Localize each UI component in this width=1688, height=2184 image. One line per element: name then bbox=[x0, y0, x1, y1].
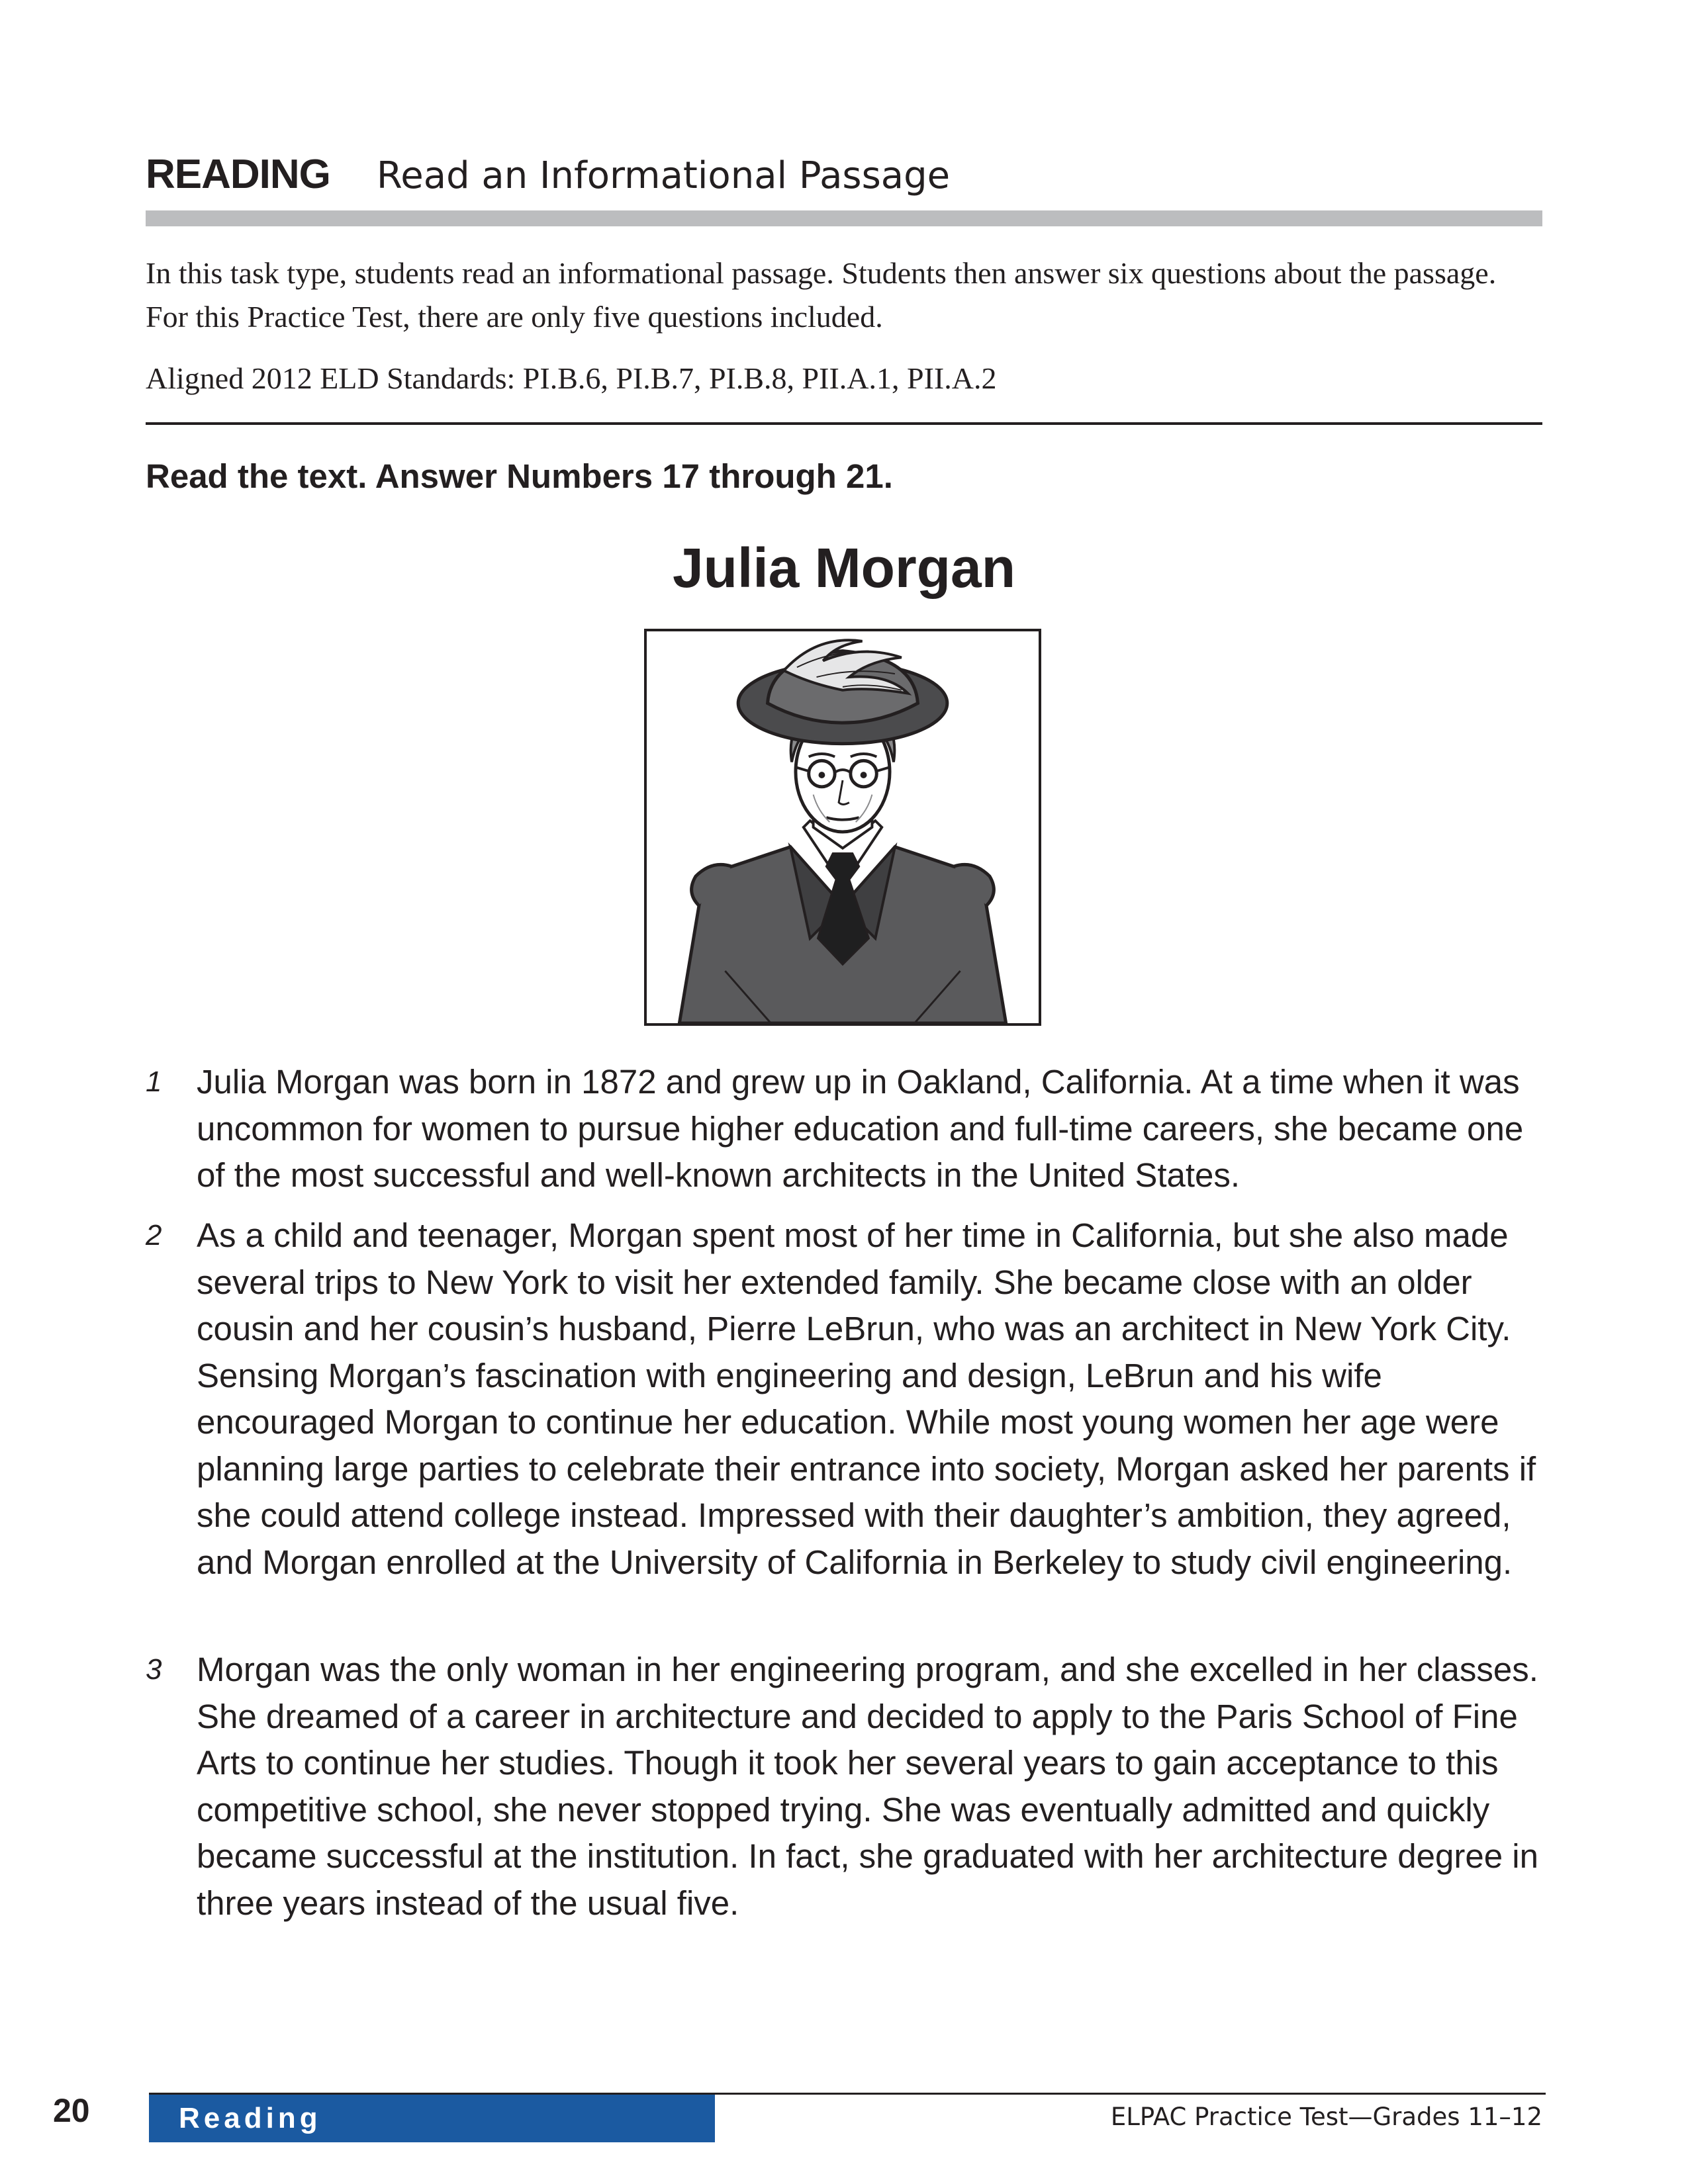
paragraph-text: Morgan was the only woman in her engineering program, and she excelled in her classes. She dreamed of a career in architecture and decided to apply to the Paris School of Fine Arts to continue her studies. Though it took her several years to gain acceptance to this competitive school, she never stopped trying. She was eventually admitted and quickly became successful at the institution. In fact, she graduated with her architecture degree in three years instead of the usual five. bbox=[197, 1651, 1538, 1922]
paragraph-text: As a child and teenager, Morgan spent most of her time in California, but she also made several trips to New York to visit her extended family. She became close with an older cousin and her cousin’s husband, Pierre LeBrun, who was an architect in New York City. Sensing Morgan’s fascination with engineering and design, LeBrun and his wife encouraged Morgan to continue her education. While most young women her age were planning large parties to celebrate their entrance into society, Morgan asked her parents if she could attend college instead. Impressed with their daughter’s ambition, they agreed, and Morgan enrolled at the University of California in Berkeley to study civil engineering. bbox=[197, 1216, 1536, 1581]
page-number: 20 bbox=[53, 2092, 90, 2129]
header-divider-bar bbox=[146, 210, 1542, 226]
paragraph-number: 1 bbox=[146, 1066, 162, 1098]
footer-section-label: Reading bbox=[179, 2102, 322, 2134]
paragraph-number: 2 bbox=[146, 1219, 162, 1251]
section-title: Read an Informational Passage bbox=[376, 154, 951, 197]
portrait-image bbox=[644, 629, 1041, 1026]
aligned-standards: Aligned 2012 ELD Standards: PI.B.6, PI.B.7, PI.B.8, PII.A.1, PII.A.2 bbox=[146, 361, 997, 395]
intro-divider bbox=[146, 422, 1542, 425]
footer-test-title: ELPAC Practice Test—Grades 11–12 bbox=[1110, 2103, 1542, 2131]
paragraph-number: 3 bbox=[146, 1653, 162, 1686]
task-description: In this task type, students read an informational passage. Students then answer six questions about the passage. For this Practice Test, there are only five questions included. bbox=[146, 256, 1497, 334]
portrait-illustration bbox=[647, 631, 1039, 1023]
section-header bbox=[146, 151, 950, 204]
section-kicker: READING bbox=[146, 152, 330, 197]
instruction: Read the text. Answer Numbers 17 through 21. bbox=[146, 457, 893, 495]
paragraph-text: Julia Morgan was born in 1872 and grew up in Oakland, California. At a time when it was uncommon for women to pursue higher education and full-time careers, she became one of the most successful and well-known architects in the United States. bbox=[197, 1063, 1524, 1194]
passage-title: Julia Morgan bbox=[672, 537, 1016, 599]
